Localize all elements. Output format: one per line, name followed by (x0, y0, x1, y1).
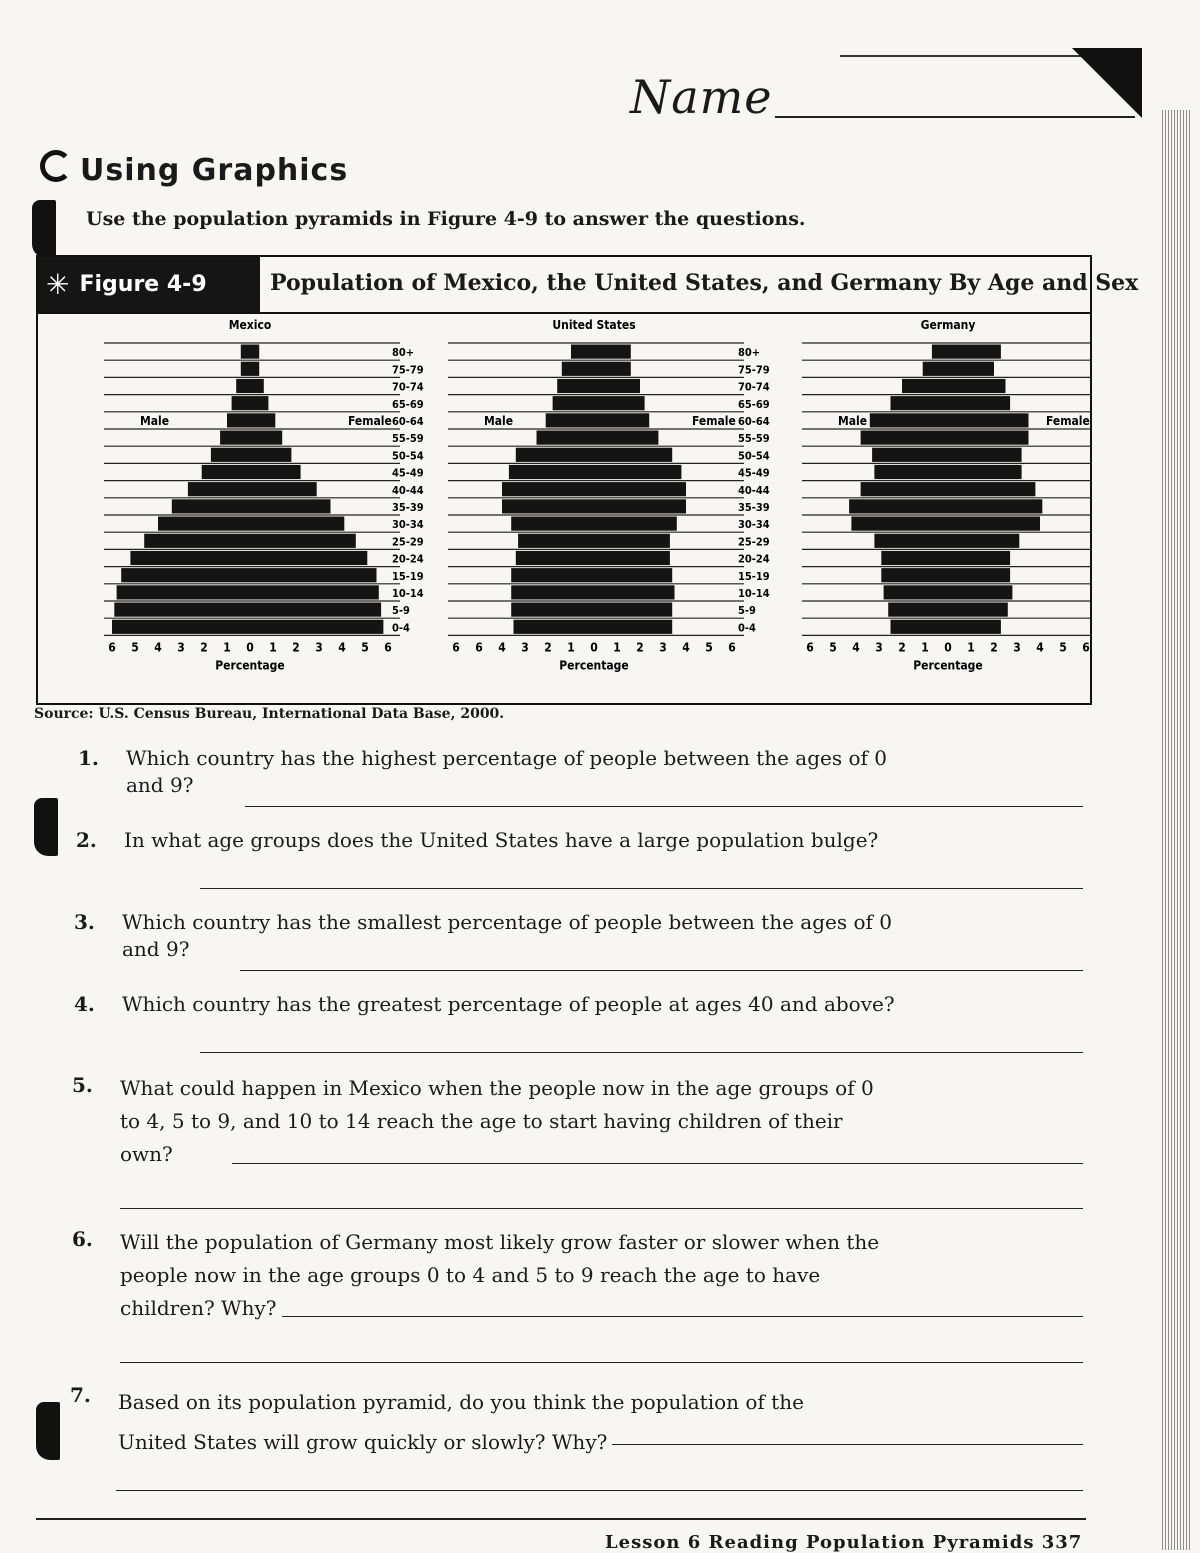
male-bar (870, 413, 948, 427)
male-bar (884, 585, 948, 599)
female-label: Female (348, 414, 392, 428)
tick-label: 6 (384, 640, 392, 655)
male-bar (220, 431, 250, 445)
figure-4-9 (36, 255, 1139, 705)
question-number: 5. (72, 1073, 93, 1097)
male-bar (932, 345, 948, 359)
male-bar (241, 345, 250, 359)
female-bar (948, 482, 1035, 496)
section-bullet-icon (40, 150, 72, 182)
figure-header (38, 257, 1139, 314)
age-label: 50-54 (738, 449, 770, 463)
male-bar (172, 499, 250, 513)
age-label: 0-4 (392, 621, 410, 635)
female-bar (250, 465, 301, 479)
tick-label: 4 (682, 640, 690, 655)
age-label: 10-14 (738, 587, 770, 600)
male-bar (851, 517, 948, 531)
age-label: 30-34 (738, 518, 770, 532)
question-text: In what age groups does the United States have a large population bulge? (124, 828, 879, 852)
section-title-text: Using Graphics (80, 153, 349, 188)
male-bar (553, 396, 594, 410)
tick-label: 3 (1013, 640, 1021, 655)
tab-mark-icon (34, 798, 58, 856)
age-label: 20-24 (392, 552, 424, 566)
tick-label: 2 (990, 640, 998, 655)
male-bar (891, 396, 949, 410)
tick-label: 0 (590, 640, 598, 655)
question-number: 2. (76, 828, 97, 852)
female-bar (594, 379, 640, 393)
female-bar (948, 448, 1022, 462)
age-label: 0-4 (738, 621, 756, 635)
female-bar (250, 620, 383, 634)
name-label: Name (630, 70, 773, 124)
male-bar (562, 362, 594, 376)
female-bar (594, 620, 672, 634)
male-bar (514, 620, 595, 634)
age-label: 80+ (392, 346, 415, 360)
male-bar (891, 620, 949, 634)
tick-label: 4 (1036, 640, 1044, 655)
male-bar (923, 362, 948, 376)
page-footer: Lesson 6 Reading Population Pyramids 337 (605, 1532, 1083, 1553)
chart-title: Mexico (228, 318, 272, 332)
age-label: 5-9 (738, 604, 756, 618)
question-text: Which country has the smallest percentage of people between the ages of 0 and 9? (122, 910, 892, 961)
age-label: 20-24 (738, 552, 770, 566)
male-bar (509, 465, 594, 479)
question-text: Which country has the highest percentage of people between the ages of 0 and 9? (126, 746, 887, 797)
female-bar (250, 534, 356, 548)
tab-mark-icon (32, 200, 56, 258)
female-bar (948, 499, 1042, 513)
tick-label: 4 (154, 640, 162, 655)
x-axis-label: Percentage (215, 658, 285, 673)
male-bar (130, 551, 250, 565)
section-title (40, 150, 348, 188)
answer-line-6a[interactable] (282, 1316, 1083, 1317)
tick-label: 2 (898, 640, 906, 655)
chart-title: United States (552, 318, 636, 332)
female-bar (594, 603, 672, 617)
tick-label: 4 (498, 640, 506, 655)
female-bar (948, 379, 1006, 393)
female-bar (948, 362, 994, 376)
male-label: Male (838, 414, 868, 428)
tick-label: 1 (269, 640, 277, 655)
tick-label: 1 (223, 640, 231, 655)
question-number: 6. (72, 1227, 93, 1251)
male-bar (112, 620, 250, 634)
female-bar (250, 517, 344, 531)
answer-line-7b[interactable] (116, 1490, 1083, 1491)
tick-label: 2 (292, 640, 300, 655)
tab-mark-icon (36, 1402, 60, 1460)
male-label: Male (140, 414, 170, 428)
question-text: Which country has the greatest percentage of people at ages 40 and above? (122, 992, 895, 1016)
population-pyramids (38, 313, 1090, 701)
tick-label: 3 (521, 640, 529, 655)
age-label: 35-39 (392, 501, 424, 514)
x-axis-label: Percentage (559, 658, 629, 673)
sun-icon: ✳ (46, 268, 70, 301)
male-bar (861, 431, 948, 445)
male-bar (516, 448, 594, 462)
answer-line-6b[interactable] (120, 1362, 1083, 1363)
female-bar (594, 345, 631, 359)
male-bar (861, 482, 948, 496)
tick-label: 1 (613, 640, 621, 655)
tick-label: 6 (806, 640, 814, 655)
female-bar (594, 482, 686, 496)
female-bar (948, 568, 1010, 582)
question-number: 3. (74, 910, 95, 934)
male-bar (241, 362, 250, 376)
female-bar (948, 620, 1001, 634)
question-number: 1. (78, 746, 99, 770)
female-bar (594, 362, 631, 376)
female-bar (594, 431, 658, 445)
female-bar (948, 551, 1010, 565)
tick-label: 1 (967, 640, 975, 655)
female-bar (250, 362, 259, 376)
female-bar (250, 448, 291, 462)
female-bar (948, 517, 1040, 531)
answer-line-3[interactable] (240, 970, 1083, 971)
male-bar (849, 499, 948, 513)
male-bar (881, 568, 948, 582)
question-number: 7. (70, 1383, 91, 1407)
female-label: Female (692, 414, 736, 428)
male-bar (546, 413, 594, 427)
answer-line-7a[interactable] (612, 1444, 1083, 1445)
male-bar (511, 517, 594, 531)
question-number: 4. (74, 992, 95, 1016)
question-text: What could happen in Mexico when the people now in the age groups of 0 to 4, 5 to 9, and 10 to 14 reach the age to start having children of their own? (120, 1076, 874, 1166)
male-bar (874, 465, 948, 479)
female-bar (594, 396, 645, 410)
tick-label: 5 (705, 640, 713, 655)
tick-label: 3 (875, 640, 883, 655)
tick-label: 6 (728, 640, 736, 655)
answer-line-2[interactable] (200, 888, 1083, 889)
question-text: Based on its population pyramid, do you think the population of the United States will grow quickly or slowly? Why? (118, 1390, 804, 1454)
age-label: 70-74 (392, 380, 424, 394)
male-bar (511, 568, 594, 582)
tick-label: 4 (338, 640, 346, 655)
female-bar (250, 379, 264, 393)
age-label: 40-44 (738, 483, 770, 497)
age-label: 45-49 (738, 466, 770, 480)
answer-line-5b[interactable] (120, 1208, 1083, 1209)
male-bar (516, 551, 594, 565)
female-bar (250, 396, 268, 410)
tick-label: 5 (361, 640, 369, 655)
age-label: 55-59 (392, 432, 424, 446)
age-label: 80+ (738, 346, 761, 360)
female-bar (250, 482, 317, 496)
female-bar (594, 568, 672, 582)
age-label: 5-9 (392, 604, 410, 618)
age-label: 65-69 (392, 397, 424, 411)
female-bar (948, 534, 1019, 548)
female-bar (250, 551, 367, 565)
male-bar (232, 396, 250, 410)
female-bar (250, 603, 381, 617)
tick-label: 6 (475, 640, 483, 655)
name-field[interactable] (630, 70, 1140, 130)
tick-label: 2 (544, 640, 552, 655)
female-bar (594, 517, 677, 531)
male-bar (571, 345, 594, 359)
male-bar (518, 534, 594, 548)
tick-label: 6 (108, 640, 116, 655)
age-label: 60-64 (738, 415, 770, 428)
age-label: 25-29 (392, 535, 424, 549)
tick-label: 5 (829, 640, 837, 655)
answer-line-5a[interactable] (232, 1163, 1083, 1164)
figure-label (38, 257, 260, 312)
tick-label: 6 (1082, 640, 1090, 655)
age-label: 75-79 (738, 363, 770, 377)
male-bar (114, 603, 250, 617)
age-label: 30-34 (392, 518, 424, 532)
female-bar (594, 499, 686, 513)
male-bar (874, 534, 948, 548)
male-bar (144, 534, 250, 548)
age-label: 65-69 (738, 397, 770, 411)
figure-source: Source: U.S. Census Bureau, International Data Base, 2000. (34, 706, 505, 722)
female-bar (948, 603, 1008, 617)
instructions: Use the population pyramids in Figure 4-9 to answer the questions. (86, 208, 806, 230)
female-bar (594, 534, 670, 548)
male-bar (202, 465, 250, 479)
male-bar (117, 585, 250, 599)
tick-label: 3 (315, 640, 323, 655)
age-label: 75-79 (392, 363, 424, 377)
male-bar (211, 448, 250, 462)
male-bar (158, 517, 250, 531)
female-bar (948, 431, 1029, 445)
age-label: 35-39 (738, 501, 770, 514)
female-bar (594, 465, 681, 479)
female-bar (250, 568, 377, 582)
male-bar (902, 379, 948, 393)
tick-label: 5 (1059, 640, 1067, 655)
female-bar (250, 345, 259, 359)
age-label: 60-64 (392, 415, 424, 428)
female-label: Female (1046, 414, 1090, 428)
tick-label: 0 (944, 640, 952, 655)
tick-label: 0 (246, 640, 254, 655)
name-line[interactable] (775, 116, 1135, 118)
male-bar (188, 482, 250, 496)
male-bar (511, 603, 594, 617)
age-label: 25-29 (738, 535, 770, 549)
age-label: 15-19 (392, 569, 424, 583)
age-label: 45-49 (392, 466, 424, 480)
age-label: 55-59 (738, 432, 770, 446)
female-bar (594, 585, 675, 599)
male-bar (557, 379, 594, 393)
male-bar (227, 413, 250, 427)
male-bar (537, 431, 595, 445)
male-bar (236, 379, 250, 393)
male-bar (511, 585, 594, 599)
female-bar (594, 448, 672, 462)
scan-edge (1162, 110, 1192, 1550)
female-bar (250, 413, 275, 427)
age-label: 40-44 (392, 483, 424, 497)
age-label: 10-14 (392, 587, 424, 600)
age-label: 70-74 (738, 380, 770, 394)
question-text: Will the population of Germany most likely grow faster or slower when the people now in the age groups 0 to 4 and 5 to 9 reach the age to have children? Why? (120, 1230, 880, 1320)
female-bar (250, 431, 282, 445)
tick-label: 1 (567, 640, 575, 655)
tick-label: 2 (200, 640, 208, 655)
female-bar (250, 499, 331, 513)
age-label: 15-19 (738, 569, 770, 583)
female-bar (948, 465, 1022, 479)
female-bar (250, 585, 379, 599)
male-label: Male (484, 414, 514, 428)
male-bar (121, 568, 250, 582)
tick-label: 4 (852, 640, 860, 655)
female-bar (948, 585, 1012, 599)
female-bar (948, 345, 1001, 359)
figure-title: Population of Mexico, the United States, and Germany By Age and Sex (270, 270, 1139, 296)
tick-label: 6 (452, 640, 460, 655)
x-axis-label: Percentage (913, 658, 983, 673)
male-bar (502, 482, 594, 496)
female-bar (594, 551, 670, 565)
tick-label: 3 (659, 640, 667, 655)
female-bar (948, 413, 1029, 427)
female-bar (594, 413, 649, 427)
footer-rule (36, 1518, 1086, 1520)
tick-label: 1 (921, 640, 929, 655)
tick-label: 2 (636, 640, 644, 655)
chart-title: Germany (920, 318, 976, 332)
male-bar (888, 603, 948, 617)
answer-line-4[interactable] (200, 1052, 1083, 1053)
age-label: 50-54 (392, 449, 424, 463)
answer-line-1[interactable] (245, 806, 1083, 807)
male-bar (881, 551, 948, 565)
tick-label: 5 (131, 640, 139, 655)
tick-label: 3 (177, 640, 185, 655)
male-bar (502, 499, 594, 513)
female-bar (948, 396, 1010, 410)
figure-label-text: Figure 4-9 (79, 272, 207, 297)
male-bar (872, 448, 948, 462)
